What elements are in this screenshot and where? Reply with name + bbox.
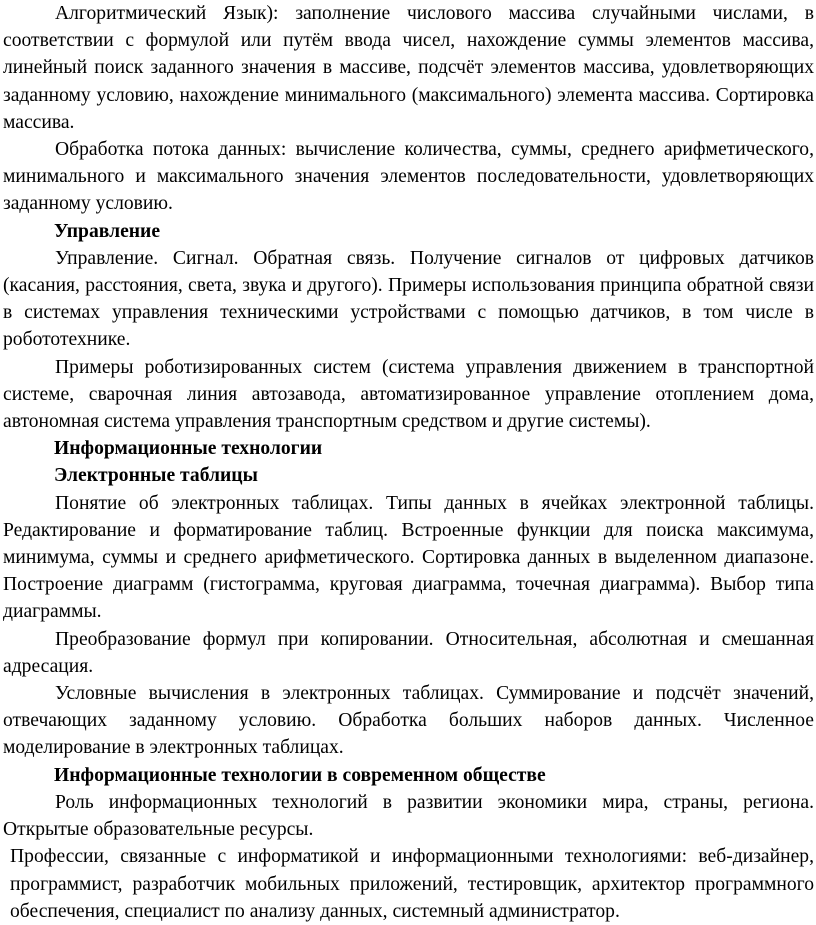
- paragraph-spreadsheets-concept: Понятие об электронных таблицах. Типы данных в ячейках электронной таблицы. Редактирование и форматирование таблиц. Встроенные функции для поиска максимума, минимума, суммы и среднего арифметического. Сортировка данных в выделенном диапазоне. Построение диаграмм (гистограмма, круговая диаграмма, точечная диаграмма). Выбор типа диаграммы.: [3, 492, 814, 623]
- paragraph-it-role: Роль информационных технологий в развитии экономики мира, страны, региона. Открытые образовательные ресурсы.: [3, 791, 814, 841]
- paragraph-data-stream-processing: Обработка потока данных: вычисление количества, суммы, среднего арифметического, минимального и максимального значения элементов последовательности, удовлетворяющих заданному условию.: [3, 139, 814, 215]
- paragraph-algorithmic-language: Алгоритмический Язык): заполнение числового массива случайными числами, в соответствии с формулой или путём ввода чисел, нахождение суммы элементов массива, линейный поиск заданного значения в массиве, подсчёт элементов массива, удовлетворяющих заданному условию, нахождение минимального (максимального) элемента массива. Сортировка массива.: [3, 3, 814, 133]
- heading-control: Управление: [54, 220, 161, 242]
- paragraph-formula-copying: Преобразование формул при копировании. Относительная, абсолютная и смешанная адресация.: [3, 628, 814, 677]
- paragraph-control-signal: Управление. Сигнал. Обратная связь. Получение сигналов от цифровых датчиков (касания, расстояния, света, звука и другого). Примеры использования принципа обратной связи в системах управления техническими устройствами с помощью датчиков, в том числе в робототехнике.: [3, 247, 814, 351]
- paragraph-robotic-systems: Примеры роботизированных систем (система управления движением в транспортной системе, сварочная линия автозавода, автоматизированное управление отоплением дома, автономная система управления транспортным средством и другие системы).: [3, 356, 814, 433]
- paragraph-it-professions: Профессии, связанные с информатикой и информационными технологиями: веб-дизайнер, программист, разработчик мобильных приложений, тестировщик, архитектор программного обеспечения, специалист по анализу данных, системный администратор.: [10, 846, 814, 922]
- paragraph-conditional-calculations: Условные вычисления в электронных таблицах. Суммирование и подсчёт значений, отвечающих заданному условию. Обработка больших наборов данных. Численное моделирование в электронных таблицах.: [3, 683, 814, 759]
- heading-information-technologies: Информационные технологии: [54, 438, 323, 460]
- heading-spreadsheets: Электронные таблицы: [54, 465, 258, 487]
- heading-it-in-modern-society: Информационные технологии в современном обществе: [54, 764, 546, 786]
